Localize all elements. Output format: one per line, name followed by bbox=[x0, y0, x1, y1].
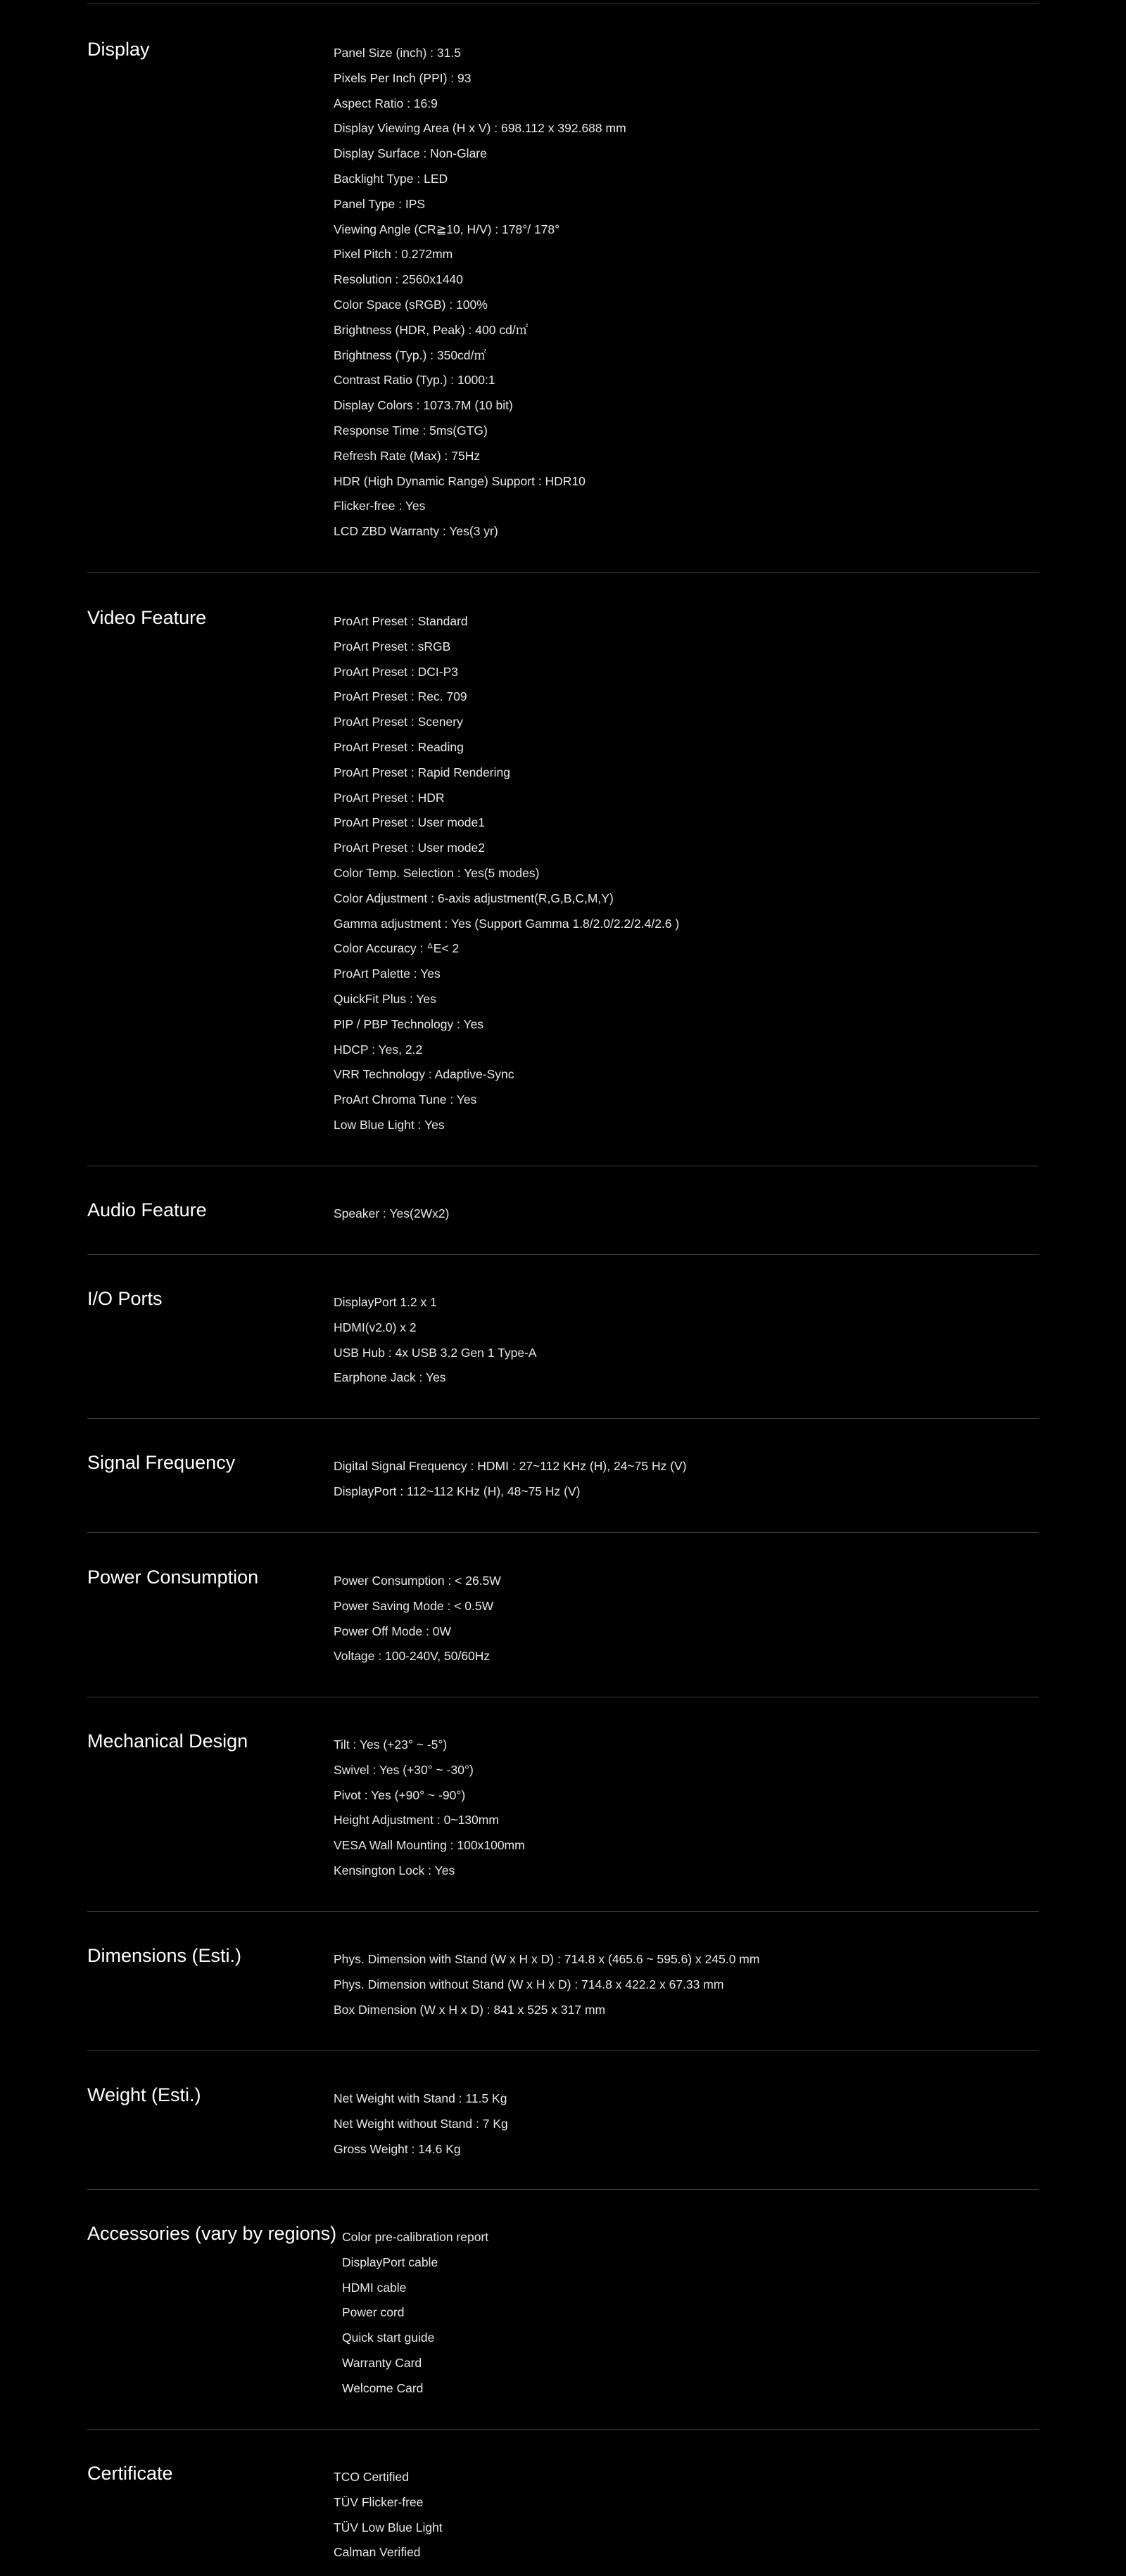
spec-item: Phys. Dimension without Stand (W x H x D) : 714.8 x 422.2 x 67.33 mm bbox=[334, 1977, 724, 1991]
spec-item: Gross Weight : 14.6 Kg bbox=[334, 2141, 461, 2156]
spec-item: Response Time : 5ms(GTG) bbox=[334, 423, 488, 438]
spec-item: ProArt Preset : HDR bbox=[334, 790, 445, 805]
spec-item: Color Space (sRGB) : 100% bbox=[334, 297, 488, 312]
spec-item: Backlight Type : LED bbox=[334, 171, 448, 186]
spec-item: QuickFit Plus : Yes bbox=[334, 991, 436, 1006]
spec-item: TÜV Low Blue Light bbox=[334, 2520, 443, 2534]
spec-item: ProArt Preset : Reading bbox=[334, 739, 464, 754]
spec-item: Pixel Pitch : 0.272mm bbox=[334, 247, 453, 262]
spec-item: PIP / PBP Technology : Yes bbox=[334, 1016, 484, 1031]
section-title: Display bbox=[87, 39, 150, 60]
spec-item: DisplayPort 1.2 x 1 bbox=[334, 1295, 437, 1309]
spec-item: Swivel : Yes (+30° ~ -30°) bbox=[334, 1762, 474, 1777]
spec-item: Color Adjustment : 6-axis adjustment(R,G,B,C,M,Y) bbox=[334, 891, 614, 905]
spec-item: ProArt Preset : DCI-P3 bbox=[334, 664, 458, 679]
spec-item: VRR Technology : Adaptive-Sync bbox=[334, 1067, 514, 1082]
section-divider bbox=[87, 2189, 1039, 2190]
spec-item: Display Surface : Non-Glare bbox=[334, 146, 487, 161]
spec-item: Panel Type : IPS bbox=[334, 196, 426, 211]
spec-item: ProArt Preset : sRGB bbox=[334, 639, 451, 653]
spec-list bbox=[334, 2465, 443, 2565]
spec-item: Display Colors : 1073.7M (10 bit) bbox=[334, 398, 513, 413]
spec-item: DisplayPort cable bbox=[342, 2255, 438, 2269]
spec-item: ProArt Preset : Scenery bbox=[334, 715, 463, 729]
spec-item: Box Dimension (W x H x D) : 841 x 525 x 317 mm bbox=[334, 2002, 606, 2017]
spec-list bbox=[334, 609, 679, 1138]
spec-item: Earphone Jack : Yes bbox=[334, 1370, 446, 1385]
spec-item: Flicker-free : Yes bbox=[334, 499, 426, 514]
spec-item: Low Blue Light : Yes bbox=[334, 1117, 445, 1132]
spec-list bbox=[334, 2086, 508, 2162]
section-title: Certificate bbox=[87, 2463, 173, 2484]
section-title: Dimensions (Esti.) bbox=[87, 1945, 242, 1966]
spec-item: Brightness (HDR, Peak) : 400 cd/㎡ bbox=[334, 322, 529, 337]
spec-item: Quick start guide bbox=[342, 2330, 435, 2345]
section-title: Mechanical Design bbox=[87, 1730, 248, 1752]
spec-item: Color pre-calibration report bbox=[342, 2230, 489, 2244]
section-divider bbox=[87, 1911, 1039, 1912]
spec-item: HDCP : Yes, 2.2 bbox=[334, 1042, 423, 1057]
section-title: Accessories (vary by regions) bbox=[87, 2223, 337, 2244]
spec-item: ProArt Preset : Standard bbox=[334, 614, 468, 628]
spec-item: Display Viewing Area (H x V) : 698.112 x 392.688 mm bbox=[334, 121, 626, 136]
section-divider bbox=[87, 1532, 1039, 1533]
spec-item: Speaker : Yes(2Wx2) bbox=[334, 1206, 450, 1220]
spec-item: Tilt : Yes (+23° ~ -5°) bbox=[334, 1737, 448, 1752]
spec-item: Gamma adjustment : Yes (Support Gamma 1.8/2.0/2.2/2.4/2.6 ) bbox=[334, 916, 680, 931]
section-divider bbox=[87, 572, 1039, 573]
spec-item: DisplayPort : 112~112 KHz (H), 48~75 Hz (V) bbox=[334, 1484, 581, 1498]
spec-item: Power Off Mode : 0W bbox=[334, 1624, 451, 1638]
spec-item: Digital Signal Frequency : HDMI : 27~112 KHz (H), 24~75 Hz (V) bbox=[334, 1459, 687, 1473]
spec-item: Power Consumption : < 26.5W bbox=[334, 1574, 501, 1588]
spec-item: Pixels Per Inch (PPI) : 93 bbox=[334, 70, 472, 85]
section-title: Audio Feature bbox=[87, 1199, 207, 1220]
spec-list bbox=[334, 1201, 449, 1227]
spec-item: Color Accuracy : ᐞE< 2 bbox=[334, 941, 460, 956]
section-divider bbox=[87, 1254, 1039, 1255]
spec-item: Height Adjustment : 0~130mm bbox=[334, 1813, 499, 1828]
spec-list bbox=[334, 1947, 759, 2022]
spec-item: Resolution : 2560x1440 bbox=[334, 272, 463, 287]
spec-item: ProArt Preset : Rec. 709 bbox=[334, 689, 467, 704]
spec-item: Viewing Angle (CR≧10, H/V) : 178°/ 178° bbox=[334, 222, 560, 236]
section-title: Power Consumption bbox=[87, 1567, 259, 1588]
spec-list bbox=[334, 1454, 687, 1505]
spec-item: TCO Certified bbox=[334, 2470, 409, 2484]
spec-item: ProArt Preset : User mode1 bbox=[334, 815, 485, 830]
spec-item: HDMI(v2.0) x 2 bbox=[334, 1320, 417, 1334]
spec-item: Contrast Ratio (Typ.) : 1000:1 bbox=[334, 373, 495, 388]
spec-item: ProArt Preset : Rapid Rendering bbox=[334, 765, 510, 779]
spec-item: Net Weight without Stand : 7 Kg bbox=[334, 2116, 508, 2131]
spec-item: Kensington Lock : Yes bbox=[334, 1863, 455, 1877]
spec-item: Calman Verified bbox=[334, 2545, 421, 2560]
spec-item: Panel Size (inch) : 31.5 bbox=[334, 46, 461, 60]
spec-item: Refresh Rate (Max) : 75Hz bbox=[334, 448, 481, 463]
section-divider bbox=[87, 2429, 1039, 2430]
spec-item: HDMI cable bbox=[342, 2280, 407, 2295]
spec-item: Warranty Card bbox=[342, 2355, 422, 2370]
spec-item: VESA Wall Mounting : 100x100mm bbox=[334, 1838, 525, 1853]
spec-item: Aspect Ratio : 16:9 bbox=[334, 96, 438, 110]
spec-item: Pivot : Yes (+90° ~ -90°) bbox=[334, 1787, 466, 1802]
spec-list bbox=[334, 1290, 537, 1391]
spec-item: Color Temp. Selection : Yes(5 modes) bbox=[334, 865, 540, 880]
spec-item: Welcome Card bbox=[342, 2380, 424, 2395]
spec-item: Power cord bbox=[342, 2305, 405, 2320]
section-title: Weight (Esti.) bbox=[87, 2084, 201, 2105]
spec-list bbox=[334, 1569, 501, 1669]
section-title: Video Feature bbox=[87, 607, 207, 628]
spec-list bbox=[334, 1733, 525, 1884]
spec-list bbox=[342, 2225, 488, 2402]
section-divider bbox=[87, 2050, 1039, 2051]
section-title: Signal Frequency bbox=[87, 1452, 236, 1473]
spec-item: ProArt Chroma Tune : Yes bbox=[334, 1092, 477, 1107]
spec-item: TÜV Flicker-free bbox=[334, 2494, 424, 2509]
section-title: I/O Ports bbox=[87, 1288, 163, 1309]
spec-item: ProArt Preset : User mode2 bbox=[334, 841, 485, 855]
spec-item: LCD ZBD Warranty : Yes(3 yr) bbox=[334, 524, 498, 539]
spec-item: Brightness (Typ.) : 350cd/㎡ bbox=[334, 347, 486, 362]
spec-item: ProArt Palette : Yes bbox=[334, 967, 441, 981]
spec-item: USB Hub : 4x USB 3.2 Gen 1 Type-A bbox=[334, 1345, 537, 1360]
spec-item: Phys. Dimension with Stand (W x H x D) : 714.8 x (465.6 ~ 595.6) x 245.0 mm bbox=[334, 1952, 760, 1966]
spec-item: Voltage : 100-240V, 50/60Hz bbox=[334, 1649, 491, 1664]
spec-item: Net Weight with Stand : 11.5 Kg bbox=[334, 2091, 507, 2105]
spec-item: HDR (High Dynamic Range) Support : HDR10 bbox=[334, 473, 586, 488]
section-divider bbox=[87, 1418, 1039, 1419]
spec-list bbox=[334, 41, 626, 544]
spec-item: Power Saving Mode : < 0.5W bbox=[334, 1598, 494, 1613]
